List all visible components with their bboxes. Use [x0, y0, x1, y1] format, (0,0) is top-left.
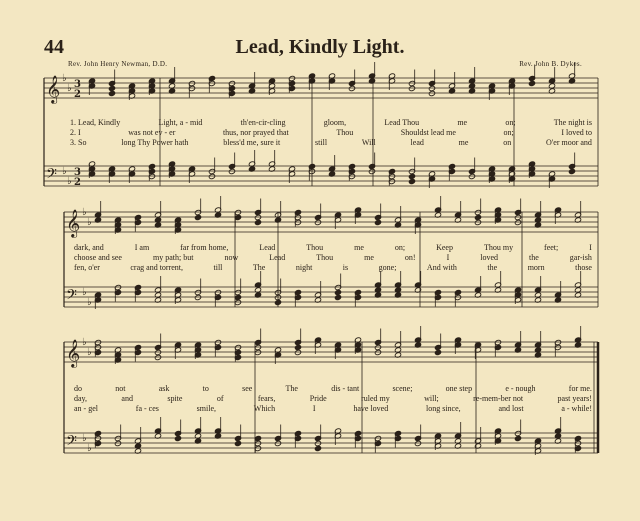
note-head [194, 294, 201, 300]
lyric-syllable: is [342, 263, 349, 272]
flat-icon: ♭ [62, 73, 67, 84]
lyric-line [70, 118, 592, 128]
note-head [234, 294, 241, 300]
lyric-syllable: night [295, 263, 313, 272]
note-head [514, 219, 521, 225]
note-head [408, 178, 415, 184]
note-head [254, 349, 261, 355]
lyric-line [74, 263, 592, 273]
note-head [514, 214, 521, 220]
lyric-syllable: The [285, 384, 298, 393]
note-head [114, 440, 121, 446]
lyric-line [70, 138, 592, 148]
note-head [194, 214, 201, 220]
note-head [428, 90, 435, 96]
note-head [528, 80, 535, 86]
lyric-syllable: fa - ces [135, 404, 159, 413]
time-signature-bottom: 2 [74, 177, 81, 188]
lyric-syllable: I loved to [561, 128, 592, 137]
lyric-syllable: will; [424, 394, 439, 403]
lyric-syllable: the [529, 253, 539, 262]
flat-icon: ♭ [67, 83, 72, 94]
treble-clef-icon: 𝄞 [66, 209, 81, 237]
lyric-syllable: bless'd me, sure it [223, 138, 281, 147]
lyric-syllable: on; [394, 243, 406, 252]
lyric-line [74, 394, 592, 404]
lyric-line [70, 128, 592, 138]
lyric-syllable: Shouldst lead me [400, 128, 456, 137]
note-head [374, 349, 381, 355]
flat-icon: ♭ [82, 207, 87, 218]
lyric-syllable: 2. I [70, 128, 81, 137]
bass-clef-icon: 𝄢 [66, 287, 77, 307]
treble-clef-icon: 𝄞 [46, 75, 61, 103]
lyric-syllable: to [202, 384, 209, 393]
note-head [228, 168, 235, 174]
note-head [474, 214, 481, 220]
note-head [254, 344, 261, 350]
lyric-syllable: lead [410, 138, 424, 147]
lyric-syllable: loved [480, 253, 499, 262]
flat-icon: ♭ [87, 297, 92, 308]
lyric-syllable: morn [527, 263, 545, 272]
lyric-line [74, 404, 592, 414]
note-head [408, 85, 415, 91]
lyric-syllable: Lead Thou [384, 118, 420, 127]
lyric-syllable: Which [253, 404, 276, 413]
note-head [254, 219, 261, 225]
lyric-syllable: me [458, 138, 469, 147]
flat-icon: ♭ [82, 287, 87, 298]
lyric-syllable: me [354, 243, 364, 252]
note-head [414, 440, 421, 446]
lyric-syllable: of [216, 394, 224, 403]
lyric-syllable: those [575, 263, 592, 272]
flat-icon: ♭ [87, 347, 92, 358]
lyric-syllable: Light, a - mid [158, 118, 203, 127]
time-signature-top: 3 [74, 167, 81, 178]
lyric-syllable: on; [505, 118, 516, 127]
note-head [428, 85, 435, 91]
note-head [234, 440, 241, 446]
note-head [334, 294, 341, 300]
lyric-syllable: see [242, 384, 253, 393]
note-head [314, 219, 321, 225]
lyric-line [74, 384, 592, 394]
lyric-syllable: do [74, 384, 82, 393]
lyric-syllable: Keep [436, 243, 453, 252]
lyric-syllable: th'en-cir-cling [240, 118, 286, 127]
lyric-syllable: till [213, 263, 223, 272]
note-head [568, 168, 575, 174]
note-head [374, 219, 381, 225]
note-head [408, 173, 415, 179]
lyric-syllable: long since, [426, 404, 461, 413]
lyric-syllable: still [315, 138, 328, 147]
lyric-syllable: a - while! [561, 404, 592, 413]
note-head [314, 445, 321, 451]
lyric-syllable: me [364, 253, 374, 262]
lyric-syllable: far from home, [180, 243, 229, 252]
lyric-syllable: feet; [544, 243, 559, 252]
lyric-syllable: and lost [498, 404, 524, 413]
lyric-syllable: I [589, 243, 592, 252]
lyric-syllable: gar-ish [569, 253, 592, 262]
lyric-syllable: 1. Lead, Kindly [70, 118, 121, 127]
lyric-syllable: O'er moor and [546, 138, 592, 147]
music-credit: Rev. John B. Dykes. [519, 60, 582, 68]
flat-icon: ♭ [87, 217, 92, 228]
lyric-syllable: spite [167, 394, 183, 403]
lyric-syllable: I am [134, 243, 150, 252]
lyric-syllable: fen, o'er [74, 263, 100, 272]
lyric-syllable: me [457, 118, 468, 127]
note-head [294, 344, 301, 350]
note-head [474, 219, 481, 225]
note-head [154, 349, 161, 355]
lyric-syllable: and [121, 394, 133, 403]
lyric-syllable: And with [426, 263, 457, 272]
lyric-syllable: was not ev - er [128, 128, 176, 137]
note-head [334, 289, 341, 295]
lyric-syllable: my path; but [152, 253, 194, 262]
lyric-syllable: scene; [392, 384, 413, 393]
lyric-syllable: day, [74, 394, 88, 403]
lyric-line [74, 243, 592, 253]
note-head [174, 435, 181, 441]
note-head [254, 214, 261, 220]
lyric-syllable: The [252, 263, 266, 272]
flat-icon: ♭ [82, 433, 87, 444]
lyric-syllable: Thou [316, 253, 334, 262]
note-head [208, 173, 215, 179]
lyric-syllable: past years! [557, 394, 592, 403]
lyric-syllable: gone; [378, 263, 397, 272]
note-head [434, 349, 441, 355]
lyric-syllable: Will [361, 138, 376, 147]
flat-icon: ♭ [87, 443, 92, 454]
lyric-syllable: for me. [568, 384, 592, 393]
lyric-syllable: on [503, 138, 512, 147]
page-number: 44 [44, 36, 64, 58]
lyric-syllable: one step [445, 384, 473, 393]
note-head [274, 440, 281, 446]
lyric-syllable: Thou [306, 243, 324, 252]
note-head [314, 440, 321, 446]
lyric-syllable: on! [404, 253, 416, 262]
lyric-syllable: Lead [269, 253, 286, 262]
lyric-syllable: ruled my [361, 394, 390, 403]
note-head [294, 349, 301, 355]
note-head [154, 354, 161, 360]
lyric-syllable: dark, and [74, 243, 104, 252]
note-head [374, 344, 381, 350]
flat-icon: ♭ [67, 176, 72, 187]
note-head [514, 435, 521, 441]
note-head [348, 85, 355, 91]
bass-clef-icon: 𝄢 [46, 166, 57, 186]
flat-icon: ♭ [62, 166, 67, 177]
time-signature-bottom: 2 [74, 89, 81, 100]
lyric-syllable: thus, nor prayed that [222, 128, 289, 137]
lyric-syllable: not [115, 384, 126, 393]
lyric-syllable: crag and torrent, [130, 263, 184, 272]
lyric-syllable: I [446, 253, 450, 262]
lyric-syllable: choose and see [74, 253, 122, 262]
lyric-syllable: an - gel [74, 404, 98, 413]
flat-icon: ♭ [82, 337, 87, 348]
lyric-syllable: smile, [196, 404, 216, 413]
lyric-syllable: Thou my [483, 243, 514, 252]
time-signature-top: 3 [74, 79, 81, 90]
lyric-syllable: now [224, 253, 239, 262]
lyric-line [74, 253, 592, 263]
lyric-syllable: Lead [259, 243, 276, 252]
lyric-syllable: The night is [553, 118, 592, 127]
treble-clef-icon: 𝄞 [66, 339, 81, 367]
lyric-syllable: I [312, 404, 316, 413]
lyric-syllable: fears, [257, 394, 276, 403]
bass-clef-icon: 𝄢 [66, 433, 77, 453]
lyric-syllable: long Thy Power hath [121, 138, 189, 147]
lyric-syllable: re-mem-ber not [473, 394, 524, 403]
words-credit: Rev. John Henry Newman, D.D. [68, 60, 168, 68]
note-head [368, 168, 375, 174]
lyric-syllable: e - nough [505, 384, 536, 393]
lyric-syllable: Pride [309, 394, 327, 403]
lyric-syllable: have loved [353, 404, 389, 413]
lyric-syllable: 3. So [70, 138, 87, 147]
note-head [108, 90, 115, 96]
note-head [108, 85, 115, 91]
note-head [274, 299, 281, 305]
lyric-syllable: Thou [336, 128, 354, 137]
lyric-syllable: the [487, 263, 498, 272]
hymn-title: Lead, Kindly Light. [235, 36, 405, 58]
lyric-syllable: dis - tant [331, 384, 360, 393]
lyric-syllable: ask [158, 384, 170, 393]
note-head [468, 173, 475, 179]
lyric-syllable: gloom, [323, 118, 347, 127]
note-head [234, 299, 241, 305]
lyric-syllable: on; [503, 128, 514, 137]
